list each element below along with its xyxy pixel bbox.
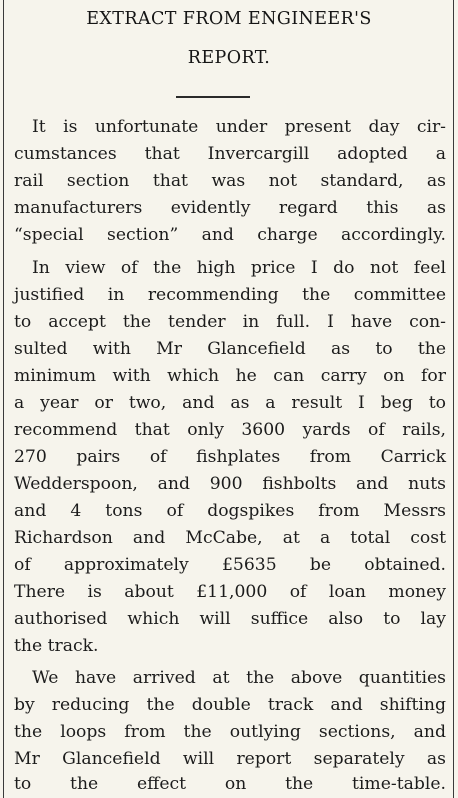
text-line: by reducing the double track and shifting [14, 695, 446, 715]
text-line: Wedderspoon, and 900 fishbolts and nuts [14, 474, 446, 494]
text-line: rail section that was not standard, as [14, 171, 446, 191]
text-line: “special section” and charge accordingly. [14, 225, 446, 245]
text-line: minimum with which he can carry on for [14, 366, 446, 386]
text-line: manufacturers evidently regard this as [14, 198, 446, 218]
headline-line-2: REPORT. [187, 48, 271, 68]
text-line: authorised which will suffice also to lay [14, 609, 446, 629]
text-line: recommend that only 3600 yards of rails, [14, 420, 446, 440]
text-line: to accept the tender in full. I have con- [14, 312, 446, 332]
headline-divider [176, 96, 250, 98]
text-line: Richardson and McCabe, at a total cost [14, 528, 446, 548]
text-line: and 4 tons of dogspikes from Messrs [14, 501, 446, 521]
text-line: cumstances that Invercargill adopted a [14, 144, 446, 164]
text-line: We have arrived at the above quantities [32, 668, 446, 688]
text-line: the loops from the outlying sections, and [14, 722, 446, 742]
text-line: to the effect on the time-table. [14, 774, 446, 794]
text-line: the track. [14, 636, 99, 656]
column-rule-left [3, 0, 4, 798]
text-line: a year or two, and as a result I beg to [14, 393, 446, 413]
column-rule-right [453, 0, 454, 798]
headline-line-1: EXTRACT FROM ENGINEER'S [86, 9, 372, 29]
text-line: sulted with Mr Glancefield as to the [14, 339, 446, 359]
text-line: Mr Glancefield will report separately as [14, 749, 446, 769]
text-line: justified in recommending the committee [14, 285, 446, 305]
text-line: In view of the high price I do not feel [32, 258, 446, 278]
text-line: of approximately £5635 be obtained. [14, 555, 446, 575]
text-line: 270 pairs of fishplates from Carrick [14, 447, 446, 467]
text-line: There is about £11,000 of loan money [14, 582, 446, 602]
text-line: It is unfortunate under present day cir- [32, 117, 446, 137]
